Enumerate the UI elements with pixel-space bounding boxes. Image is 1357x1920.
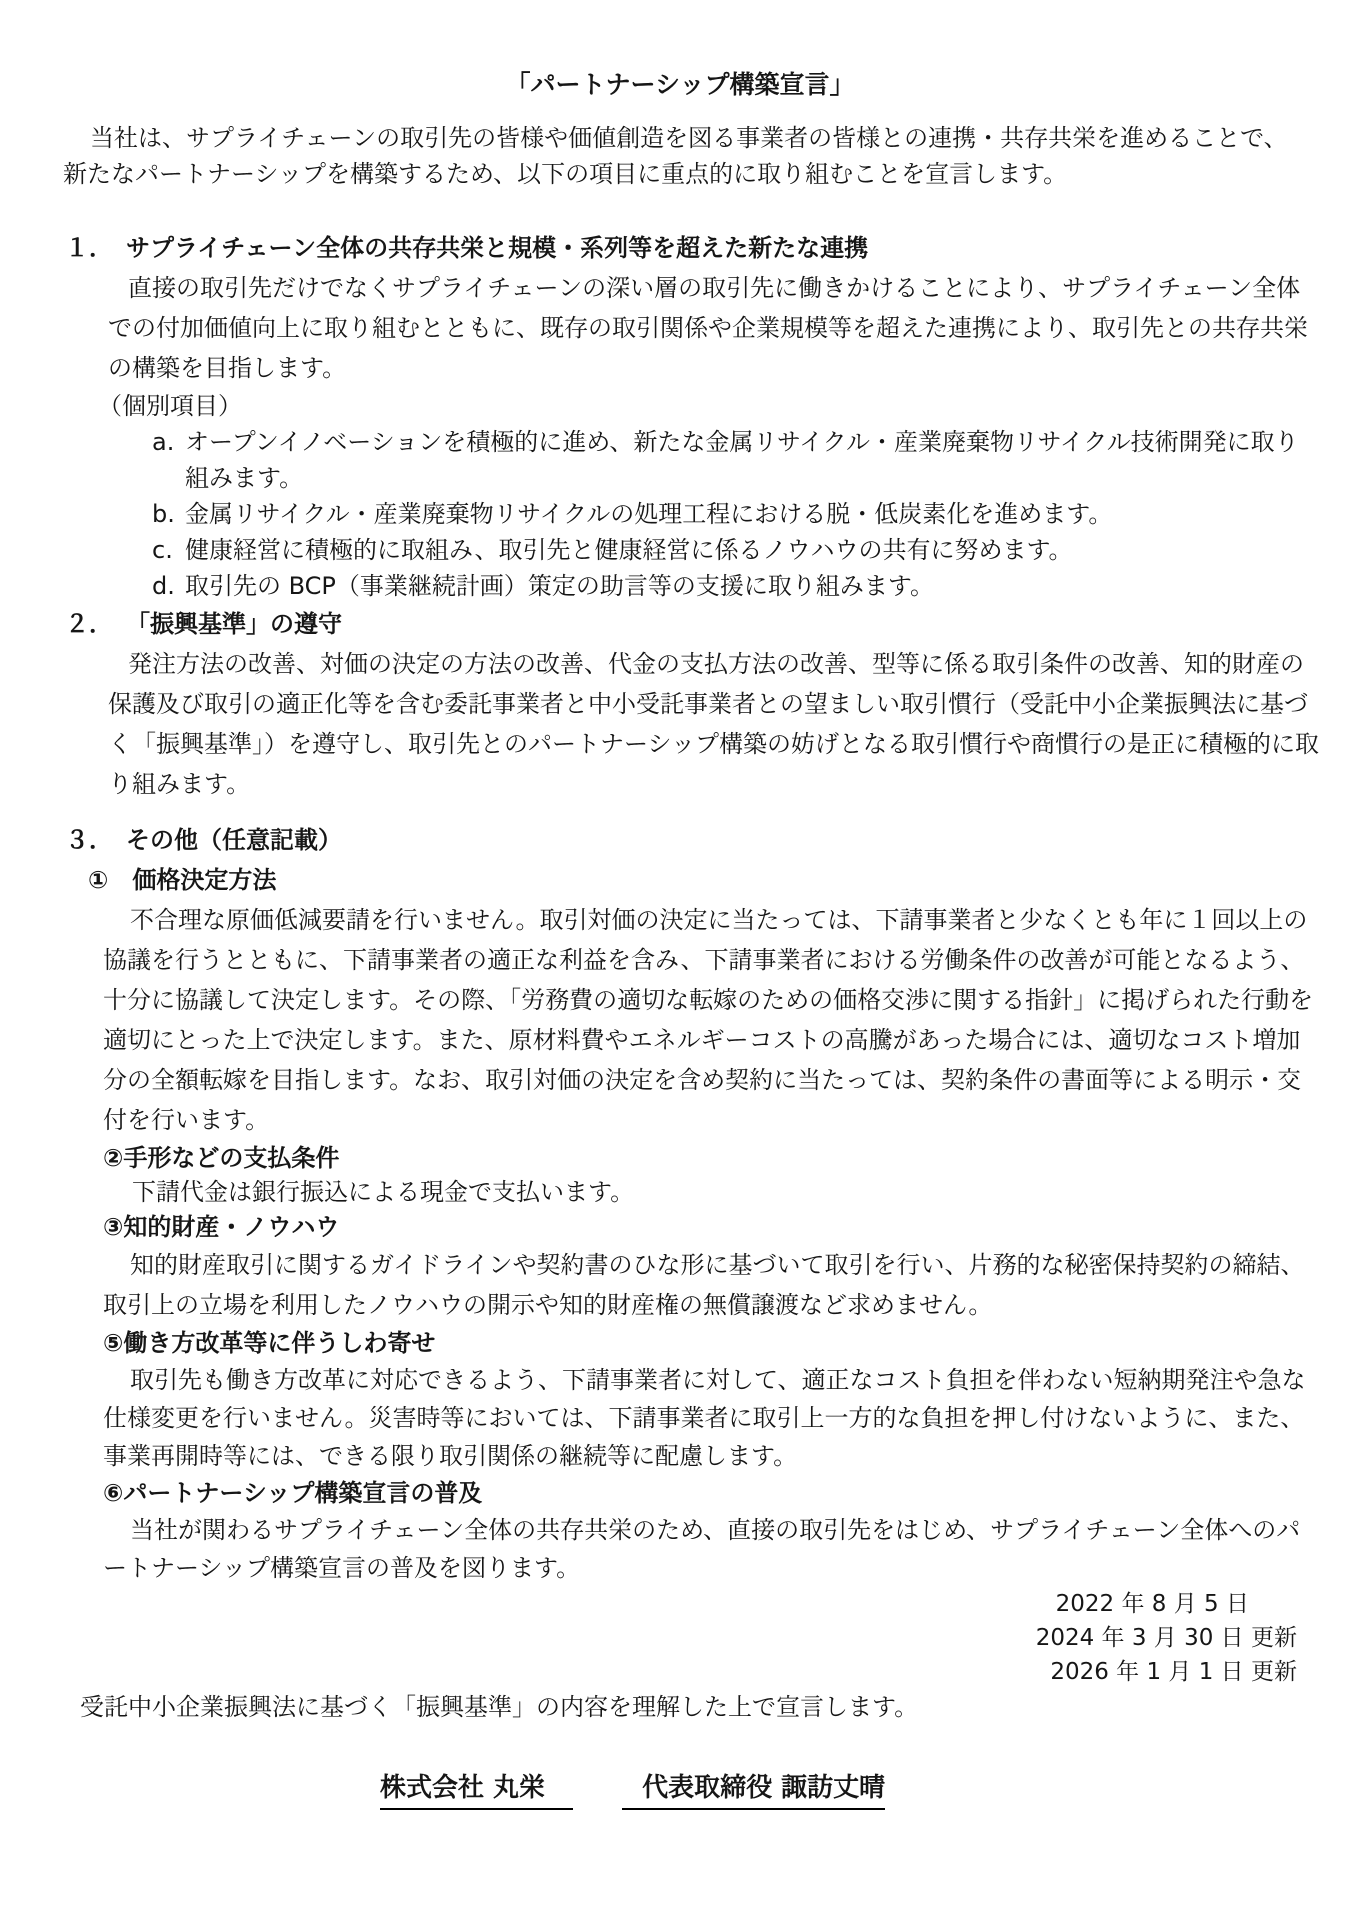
list-item [152, 568, 1297, 604]
list-item-marker: c. [152, 536, 173, 564]
body-line: での付加価値向上に取り組むとともに、既存の取引関係や企業規模等を超えた連携により、取引先との共存共栄 [108, 314, 1308, 342]
company-name: 株式会社 丸栄 [380, 1773, 573, 1810]
subsection-1-heading: ① 価格決定方法 [88, 866, 277, 894]
intro-line: 新たなパートナーシップを構築するため、以下の項目に重点的に取り組むことを宣言します。 [63, 160, 1068, 188]
subsection-6-body [103, 1511, 1301, 1587]
individual-items-label: （個別項目） [98, 392, 242, 420]
representative-name: 代表取締役 諏訪丈晴 [622, 1773, 885, 1810]
section-1-heading [63, 228, 1297, 268]
body-line: 仕様変更を行いません。災害時等においては、下請事業者に取引上一方的な負担を押し付けないように、また、 [103, 1404, 1305, 1432]
body-line: く「振興基準」）を遵守し、取引先とのパートナーシップ構築の妨げとなる取引慣行や商慣行の是正に積極的に取 [108, 730, 1320, 758]
subsection-5-body [103, 1361, 1306, 1475]
date-block [63, 1587, 1297, 1689]
list-item [152, 424, 1297, 496]
section-1-title: サプライチェーン全体の共存共栄と規模・系列等を超えた新たな連携 [126, 234, 869, 262]
section-1-item-list [152, 424, 1297, 604]
subsection-3-body [103, 1245, 1305, 1325]
section-1-number: １． [65, 234, 113, 262]
body-line: 十分に協議して決定します。その際、「労務費の適切な転嫁のための価格交渉に関する指針」に掲げられた行動を [103, 986, 1314, 1014]
body-line: 事業再開時等には、できる限り取引関係の継続等に配慮します。 [103, 1442, 798, 1470]
list-item-line: オープンイノベーションを積極的に進め、新たな金属リサイクル・産業廃棄物リサイクル技術開発に取り [185, 428, 1299, 456]
declaration-date: 2022 年 8 月 5 日 [1055, 1591, 1249, 1617]
section-2-body [108, 644, 1320, 804]
section-2-number: ２． [65, 610, 113, 638]
subsection-3-heading: ③知的財産・ノウハウ [103, 1213, 340, 1241]
body-line: 適切にとった上で決定します。また、原材料費やエネルギーコストの高騰があった場合には、適切なコスト増加 [103, 1026, 1301, 1054]
body-line: 協議を行うとともに、下請事業者の適正な利益を含み、下請事業者における労働条件の改善が可能となるよう、 [103, 946, 1305, 974]
document-title: 「パートナーシップ構築宣言」 [505, 70, 855, 99]
body-line: 取引上の立場を利用したノウハウの開示や知的財産権の無償譲渡など求めません。 [103, 1291, 993, 1319]
body-line: の構築を目指します。 [108, 354, 347, 382]
body-line: 付を行います。 [103, 1106, 270, 1134]
list-item-line: 組みます。 [185, 464, 304, 492]
body-line: 不合理な原価低減要請を行いません。取引対価の決定に当たっては、下請事業者と少なくとも年に１回以上の [130, 906, 1308, 934]
section-2-heading [63, 604, 1297, 644]
list-item-line: 金属リサイクル・産業廃棄物リサイクルの処理工程における脱・低炭素化を進めます。 [185, 500, 1113, 528]
list-item-marker: d. [152, 572, 175, 600]
list-item [152, 496, 1297, 532]
subsection-5-heading: ⑤働き方改革等に伴うしわ寄せ [103, 1329, 436, 1357]
body-line: 下請代金は銀行振込による現金で支払います。 [132, 1178, 635, 1206]
body-line: り組みます。 [108, 770, 251, 798]
body-line: ートナーシップ構築宣言の普及を図ります。 [103, 1554, 581, 1582]
section-2-title: 「振興基準」の遵守 [126, 610, 342, 638]
update-date: 2026 年 1 月 1 日 更新 [1050, 1659, 1297, 1685]
intro-paragraph [63, 120, 1297, 192]
section-1-body [108, 268, 1308, 388]
subsection-2-body [132, 1176, 1297, 1209]
subsection-6-heading: ⑥パートナーシップ構築宣言の普及 [103, 1479, 483, 1507]
list-item [152, 532, 1297, 568]
body-line: 直接の取引先だけでなくサプライチェーンの深い層の取引先に働きかけることにより、サプライチェーン全体 [128, 274, 1301, 302]
subsection-1-body [103, 900, 1314, 1140]
list-item-line: 健康経営に積極的に取組み、取引先と健康経営に係るノウハウの共有に努めます。 [185, 536, 1073, 564]
list-item-marker: b. [152, 500, 175, 528]
body-line: 発注方法の改善、対価の決定の方法の改善、代金の支払方法の改善、型等に係る取引条件の改善、知的財産の [128, 650, 1304, 678]
update-date: 2024 年 3 月 30 日 更新 [1035, 1625, 1297, 1651]
section-3-heading [63, 820, 1297, 860]
body-line: 分の全額転嫁を目指します。なお、取引対価の決定を含め契約に当たっては、契約条件の書面等による明示・交 [103, 1066, 1302, 1094]
section-3-title: その他（任意記載） [126, 826, 342, 854]
body-line: 保護及び取引の適正化等を含む委託事業者と中小受託事業者との望ましい取引慣行（受託中小企業振興法に基づ [108, 690, 1308, 718]
subsection-2-heading: ②手形などの支払条件 [103, 1144, 340, 1172]
signature-block [380, 1773, 1297, 1810]
body-line: 取引先も働き方改革に対応できるよう、下請事業者に対して、適正なコスト負担を伴わない短納期発注や急な [130, 1366, 1306, 1394]
section-3-number: ３． [65, 826, 113, 854]
list-item-line: 取引先の BCP（事業継続計画）策定の助言等の支援に取り組みます。 [185, 572, 934, 600]
body-line: 知的財産取引に関するガイドラインや契約書のひな形に基づいて取引を行い、片務的な秘密保持契約の締結、 [130, 1251, 1305, 1279]
body-line: 当社が関わるサプライチェーン全体の共存共栄のため、直接の取引先をはじめ、サプライチェーン全体へのパ [130, 1516, 1301, 1544]
legal-note: 受託中小企業振興法に基づく「振興基準」の内容を理解した上で宣言します。 [80, 1693, 919, 1721]
intro-line: 当社は、サプライチェーンの取引先の皆様や価値創造を図る事業者の皆様との連携・共存共栄を進めることで、 [90, 124, 1288, 152]
list-item-marker: a. [152, 428, 175, 456]
